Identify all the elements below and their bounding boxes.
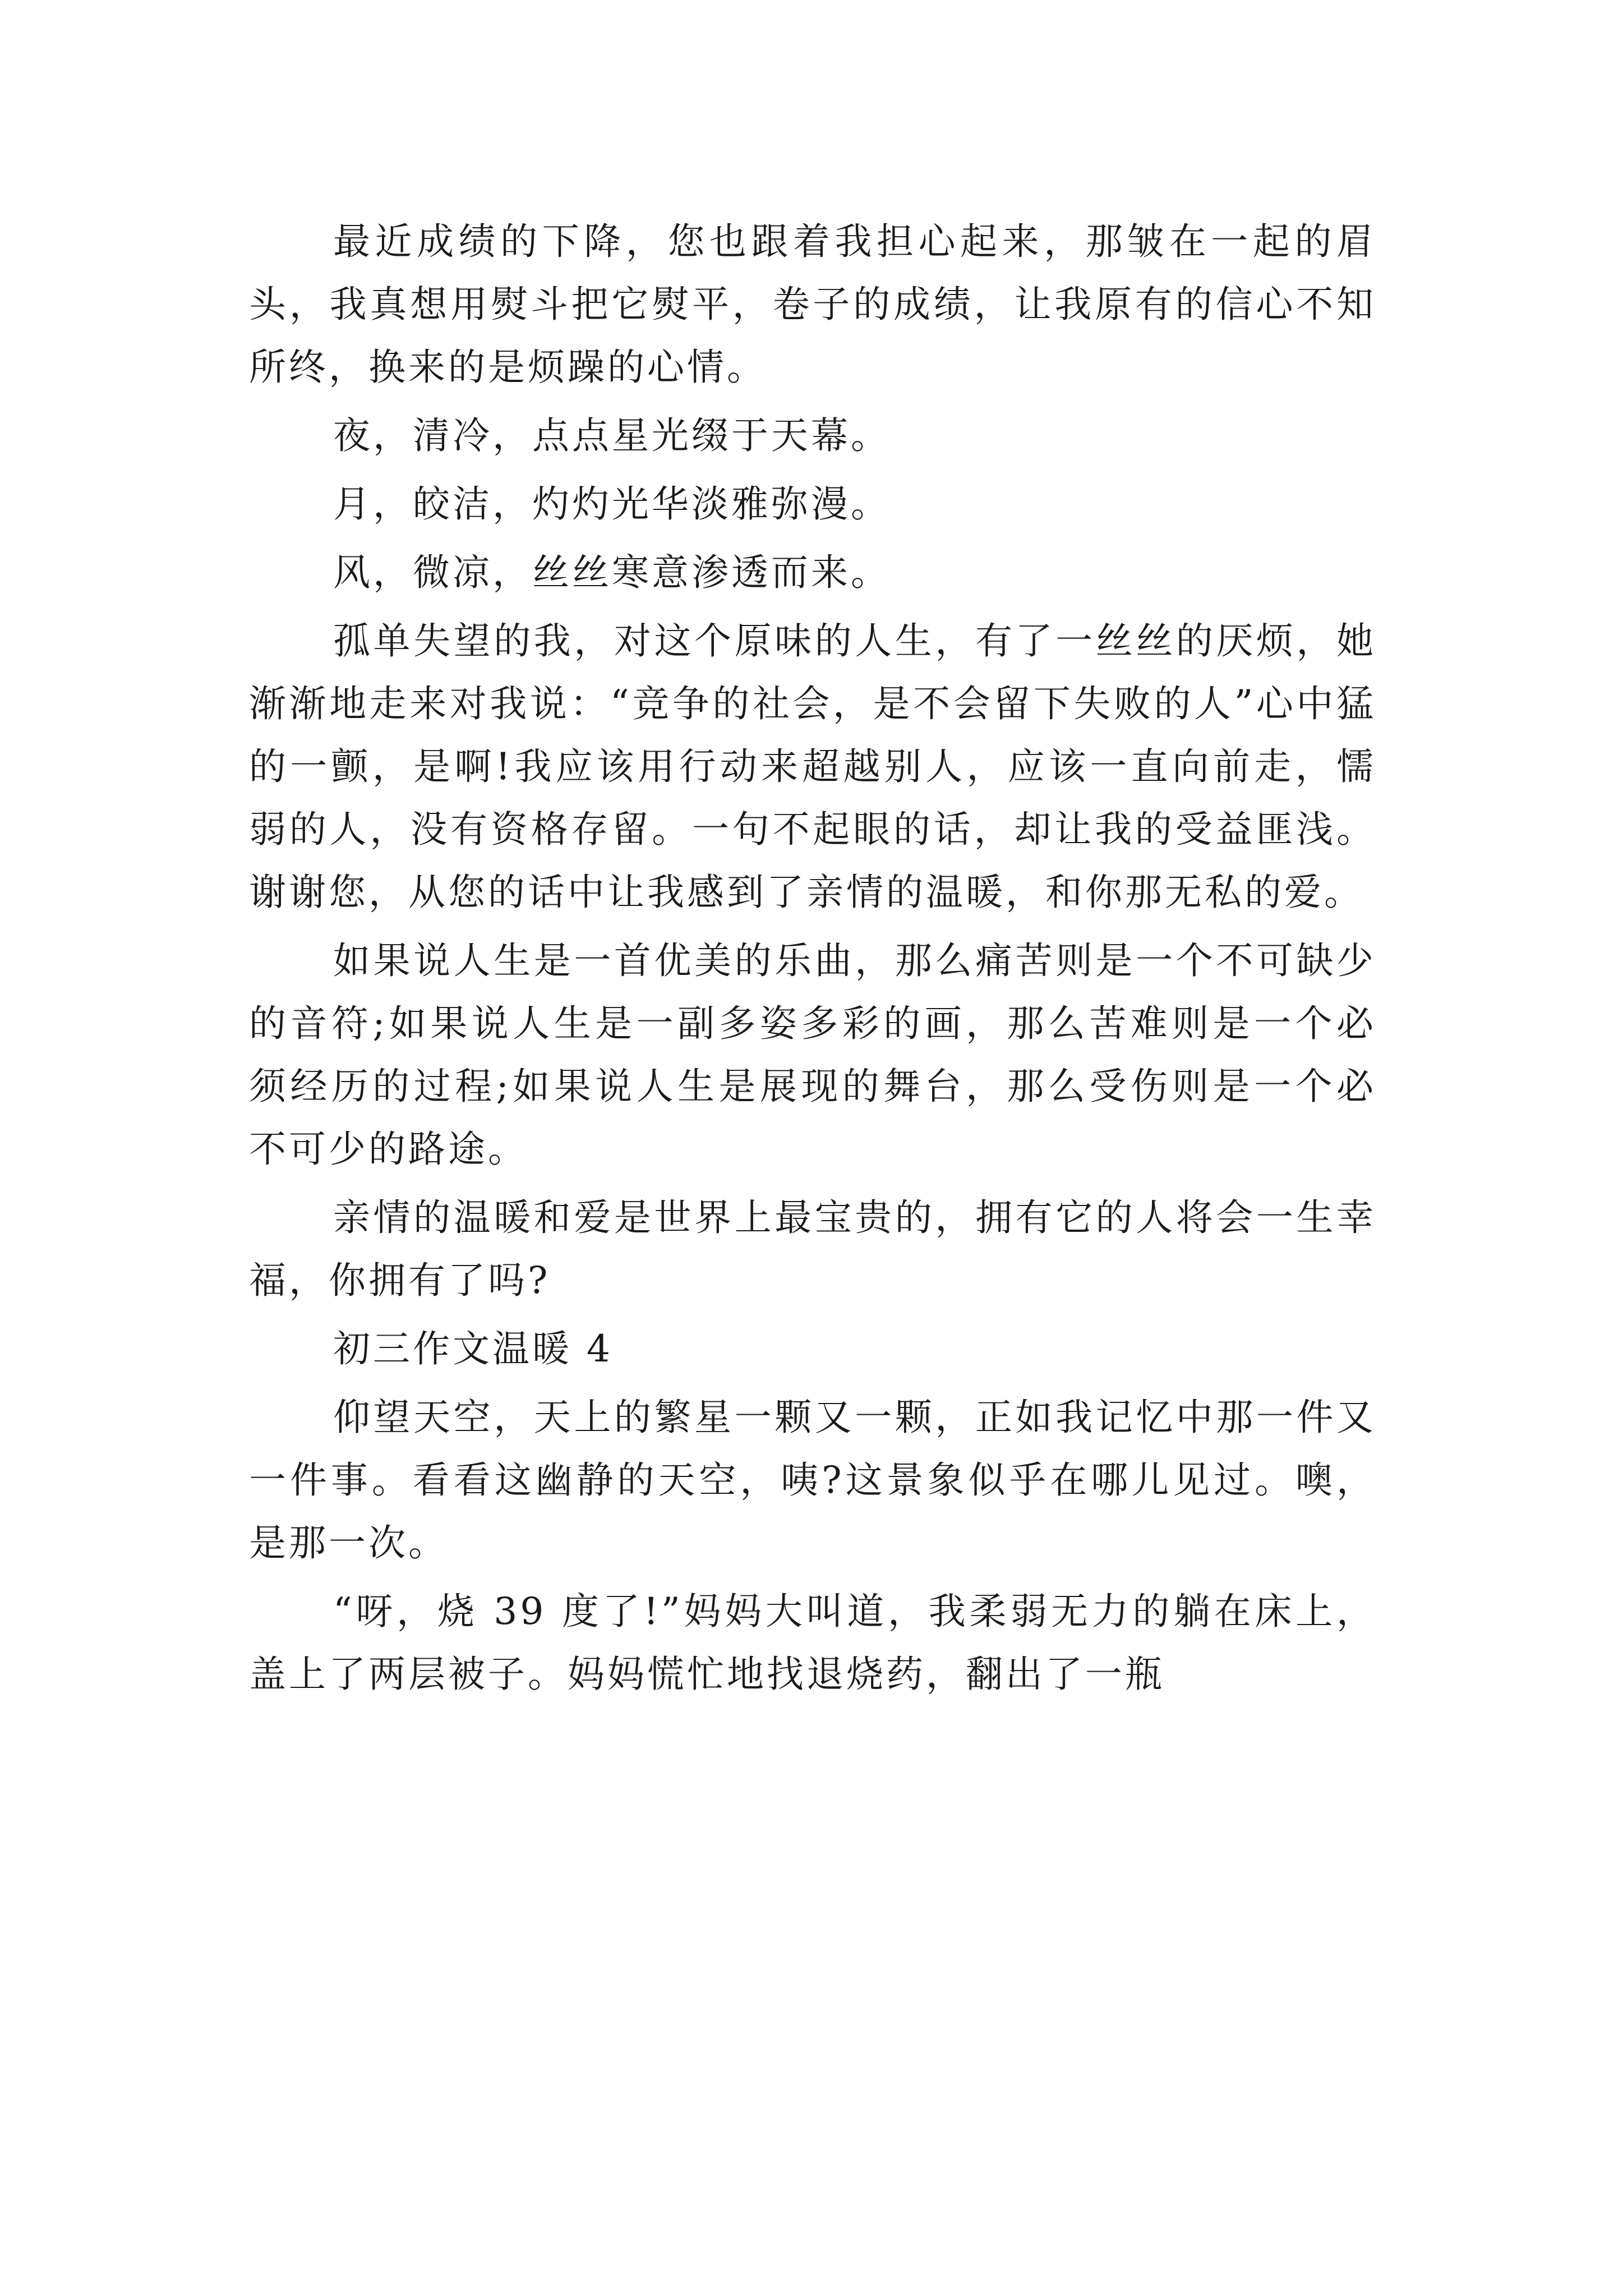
paragraph: 如果说人生是一首优美的乐曲，那么痛苦则是一个不可缺少的音符;如果说人生是一副多姿多彩的画，那么苦难则是一个必须经历的过程;如果说人生是展现的舞台，那么受伤则是一个必不可少的路途。: [249, 939, 1376, 1171]
paragraph: 月，皎洁，灼灼光华淡雅弥漫。: [333, 482, 891, 526]
paragraph: 亲情的温暖和爱是世界上最宝贵的，拥有它的人将会一生幸福，你拥有了吗?: [249, 1196, 1376, 1302]
paragraph: 夜，清冷，点点星光缀于天幕。: [333, 414, 891, 457]
document-body: [249, 210, 1376, 1711]
paragraph: 风，微凉，丝丝寒意渗透而来。: [333, 551, 891, 594]
paragraph: “呀，烧 39 度了!”妈妈大叫道，我柔弱无力的躺在床上，盖上了两层被子。妈妈慌忙地找退烧药，翻出了一瓶: [249, 1590, 1376, 1696]
section-heading: 初三作文温暖 4: [333, 1327, 613, 1370]
paragraph: 最近成绩的下降，您也跟着我担心起来，那皱在一起的眉头，我真想用熨斗把它熨平，卷子的成绩，让我原有的信心不知所终，换来的是烦躁的心情。: [249, 220, 1376, 389]
paragraph: 仰望天空，天上的繁星一颗又一颗，正如我记忆中那一件又一件事。看看这幽静的天空，咦?这景象似乎在哪儿见过。噢，是那一次。: [249, 1396, 1376, 1565]
paragraph: 孤单失望的我，对这个原味的人生，有了一丝丝的厌烦，她渐渐地走来对我说：“竞争的社会，是不会留下失败的人”心中猛的一颤，是啊!我应该用行动来超越别人，应该一直向前走，懦弱的人，没有资格存留。一句不起眼的话，却让我的受益匪浅。谢谢您，从您的话中让我感到了亲情的温暖，和你那无私的爱。: [249, 619, 1376, 914]
